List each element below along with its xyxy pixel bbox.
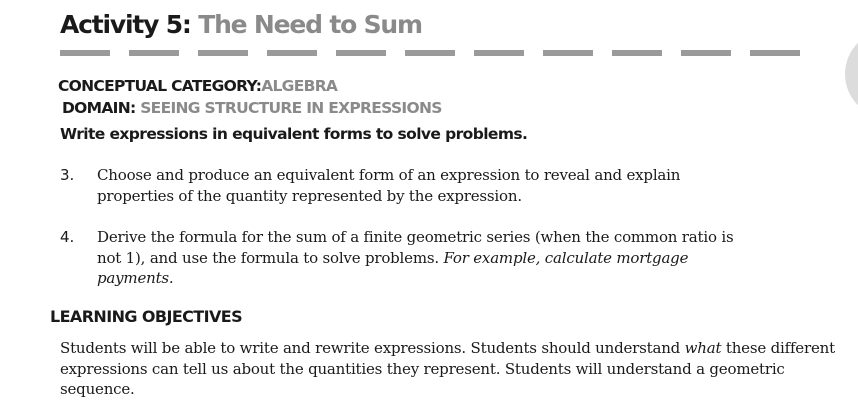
domain-label: DOMAIN: — [62, 99, 136, 117]
standard-heading: Write expressions in equivalent forms to solve problems. — [60, 125, 528, 143]
learning-objectives-text — [60, 338, 850, 400]
conceptual-category — [58, 77, 337, 95]
objectives-text-start: Students will be able to write and rewrite expressions. Students should understand — [60, 339, 681, 357]
objectives-text-end: these different expressions can tell us about the quantities they represent. Students will understand a geometric sequence. — [60, 339, 835, 398]
activity-name: The Need to Sum — [198, 10, 422, 39]
standard-item-text — [97, 227, 757, 289]
category-label: CONCEPTUAL CATEGORY: — [58, 77, 262, 95]
activity-title — [60, 10, 422, 39]
page-edge-tab — [845, 30, 858, 118]
standard-item-body: Choose and produce an equivalent form of an expression to reveal and explain properties of the quantity represented by the expression. — [97, 166, 681, 205]
category-value: ALGEBRA — [261, 77, 338, 95]
standard-item-number: 4. — [60, 228, 75, 246]
standard-item-body: Derive the formula for the sum of a finite geometric series (when the common ratio is not 1), and use the formula to solve problems. — [97, 228, 734, 267]
objectives-emphasis: what — [684, 339, 722, 357]
domain-line — [62, 99, 442, 117]
learning-objectives-heading: LEARNING OBJECTIVES — [50, 307, 242, 326]
standard-item-number: 3. — [60, 166, 75, 184]
standard-item-text — [97, 165, 757, 206]
dashed-divider — [60, 50, 803, 56]
activity-number: Activity 5: — [60, 10, 191, 39]
standard-item-example: For example, calculate mortgage payments. — [97, 248, 689, 287]
domain-value: SEEING STRUCTURE IN EXPRESSIONS — [140, 99, 442, 117]
